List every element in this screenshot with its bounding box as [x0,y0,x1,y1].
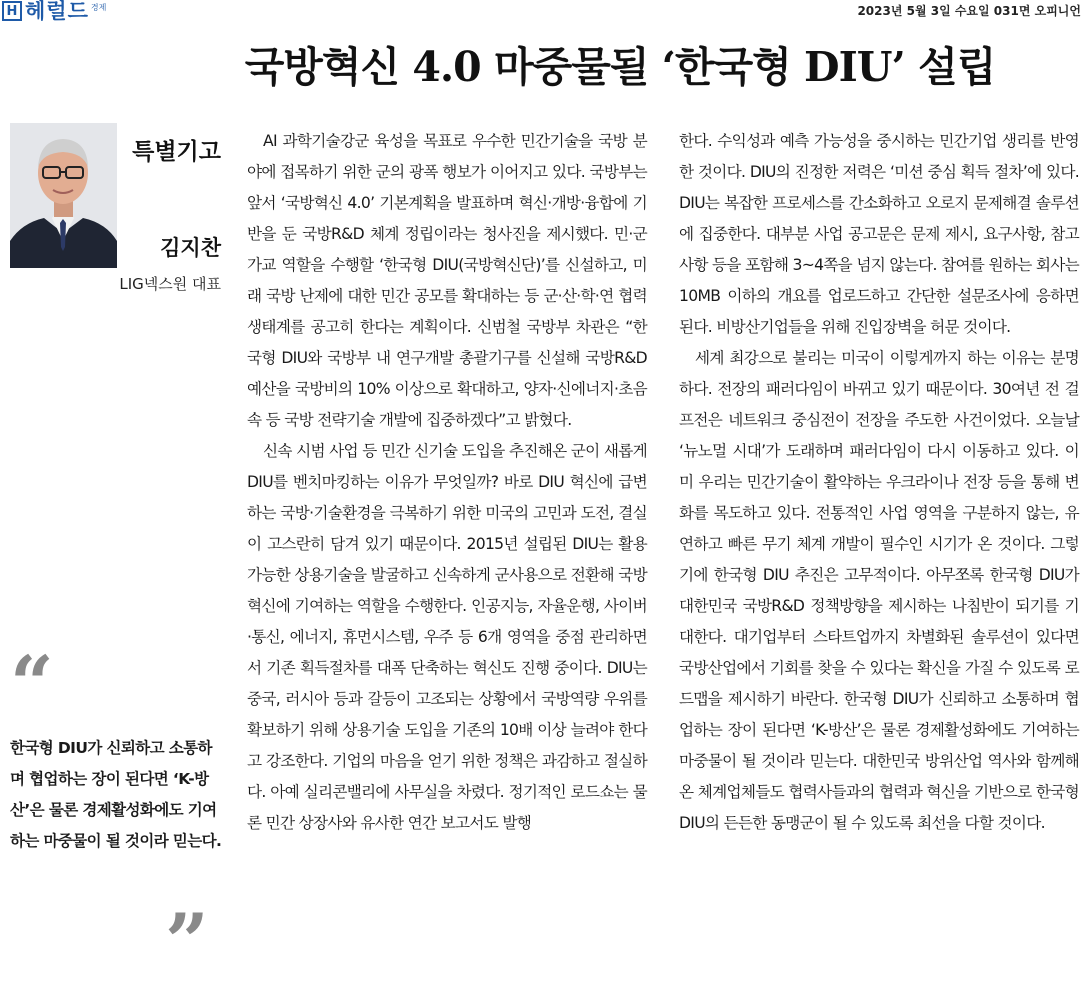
close-quote-icon: ” [165,897,209,986]
author-title: LIG넥스원 대표 [119,275,221,293]
logo-subtext: 경제 [90,3,107,12]
article-paragraph: AI 과학기술강군 육성을 목표로 우수한 민간기술을 국방 분야에 접목하기 위한 군의 광폭 행보가 이어지고 있다. 국방부는 앞서 ‘국방혁신 4.0’ 기본계획을 발표하며 혁신·개방·융합에 기반을 둔 국방R&D 체계 정립이라는 청사진을 제시했다. 민·군 가교 역할을 수행할 ‘한국형 DIU(국방혁신단)’를 신설하고, 미래 국방 난제에 대한 민간 공모를 확대하는 등 군·산·학·연 협력생태계를 공고히 한다는 계획이다. 신범철 국방부 차관은 “한국형 DIU와 국방부 내 연구개발 총괄기구를 신설해 국방R&D 예산을 국방비의 10% 이상으로 확대하고, 양자·신에너지·초음속 등 국방 전략기술 개발에 집중하겠다”고 밝혔다. [247,132,647,429]
masthead [0,0,1089,22]
newspaper-logo [2,1,106,21]
open-quote-icon: “ [10,639,54,728]
headline: 국방혁신 4.0 마중물될 ‘한국형 DIU’ 설립 [244,43,996,91]
article-paragraph: 세계 최강으로 불리는 미국이 이렇게까지 하는 이유는 분명하다. 전장의 패러다임이 바뀌고 있기 때문이다. 30여년 전 걸프전은 네트워크 중심전이 전장을 주도한 사건이었다. 오늘날 ‘뉴노멀 시대’가 도래하며 패러다임이 다시 이동하고 있다. 이미 우리는 민간기술이 활약하는 우크라이나 전장 등을 통해 변화를 목도하고 있다. 전통적인 사업 영역을 구분하지 않는, 유연하고 빠른 무기 체계 개발이 필수인 시기가 온 것이다. 그렇기에 한국형 DIU 추진은 고무적이다. 아무쪼록 한국형 DIU가 대한민국 국방R&D 정책방향을 제시하는 나침반이 되기를 기대한다. 대기업부터 스타트업까지 차별화된 솔루션이 있다면 국방산업에서 기회를 찾을 수 있다는 확신을 가질 수 있도록 로드맵을 제시하기 바란다. 한국형 DIU가 신뢰하고 소통하며 협업하는 장이 된다면 ‘K-방산’은 물론 경제활성화에도 기여하는 마중물이 될 것이라 믿는다. 대한민국 방위산업 역사와 함께해 온 체계업체들도 협력사들과의 협력과 혁신을 기반으로 한국형 DIU의 든든한 동맹군이 될 수 있도록 최선을 다할 것이다. [679,349,1079,832]
article-column-1 [247,126,647,839]
article-column-2 [679,126,1079,839]
pull-quote: 한국형 DIU가 신뢰하고 소통하며 협업하는 장이 된다면 ‘K-방산’은 물론 경제활성화에도 기여하는 마중물이 될 것이라 믿는다. [10,739,222,850]
author-photo [10,123,117,268]
article-paragraph: 신속 시범 사업 등 민간 신기술 도입을 추진해온 군이 새롭게 DIU를 벤치마킹하는 이유가 무엇일까? 바로 DIU 혁신에 급변하는 국방·기술환경을 극복하기 위한 미국의 고민과 도전, 결실이 고스란히 담겨 있기 때문이다. 2015년 설립된 DIU는 활용가능한 상용기술을 발굴하고 신속하게 군사용으로 전환해 국방혁신에 기여하는 역할을 수행한다. 인공지능, 자율운행, 사이버·통신, 에너지, 휴먼시스템, 우주 등 6개 영역을 중점 관리하면서 기존 획득절차를 대폭 단축하는 혁신도 진행 중이다. DIU는 중국, 러시아 등과 갈등이 고조되는 상황에서 국방역량 우위를 확보하기 위해 상용기술 도입을 기존의 10배 이상 늘려야 한다고 강조한다. 기업의 마음을 얻기 위한 정책은 과감하고 절실하다. 아예 실리콘밸리에 사무실을 차렸다. 정기적인 로드쇼는 물론 민간 상장사와 유사한 연간 보고서도 발행 [247,442,647,832]
logo-h-icon: H [2,1,22,21]
dateline: 2023년 5월 3일 수요일 031면 오피니언 [857,4,1081,18]
author-name: 김지찬 [160,236,221,260]
column-label: 특별기고 [132,139,221,165]
article-paragraph: 한다. 수익성과 예측 가능성을 중시하는 민간기업 생리를 반영한 것이다. DIU의 진정한 저력은 ‘미션 중심 획득 절차’에 있다. DIU는 복잡한 프로세스를 간소화하고 오로지 문제해결 솔루션에 집중한다. 대부분 사업 공고문은 문제 제시, 요구사항, 참고사항 등을 포함해 3~4쪽을 넘지 않는다. 참여를 원하는 회사는 10MB 이하의 개요를 업로드하고 간단한 설문조사에 응하면 된다. 비방산기업들을 위해 진입장벽을 허문 것이다. [679,132,1079,336]
logo-text: 헤럴드 [25,0,89,23]
